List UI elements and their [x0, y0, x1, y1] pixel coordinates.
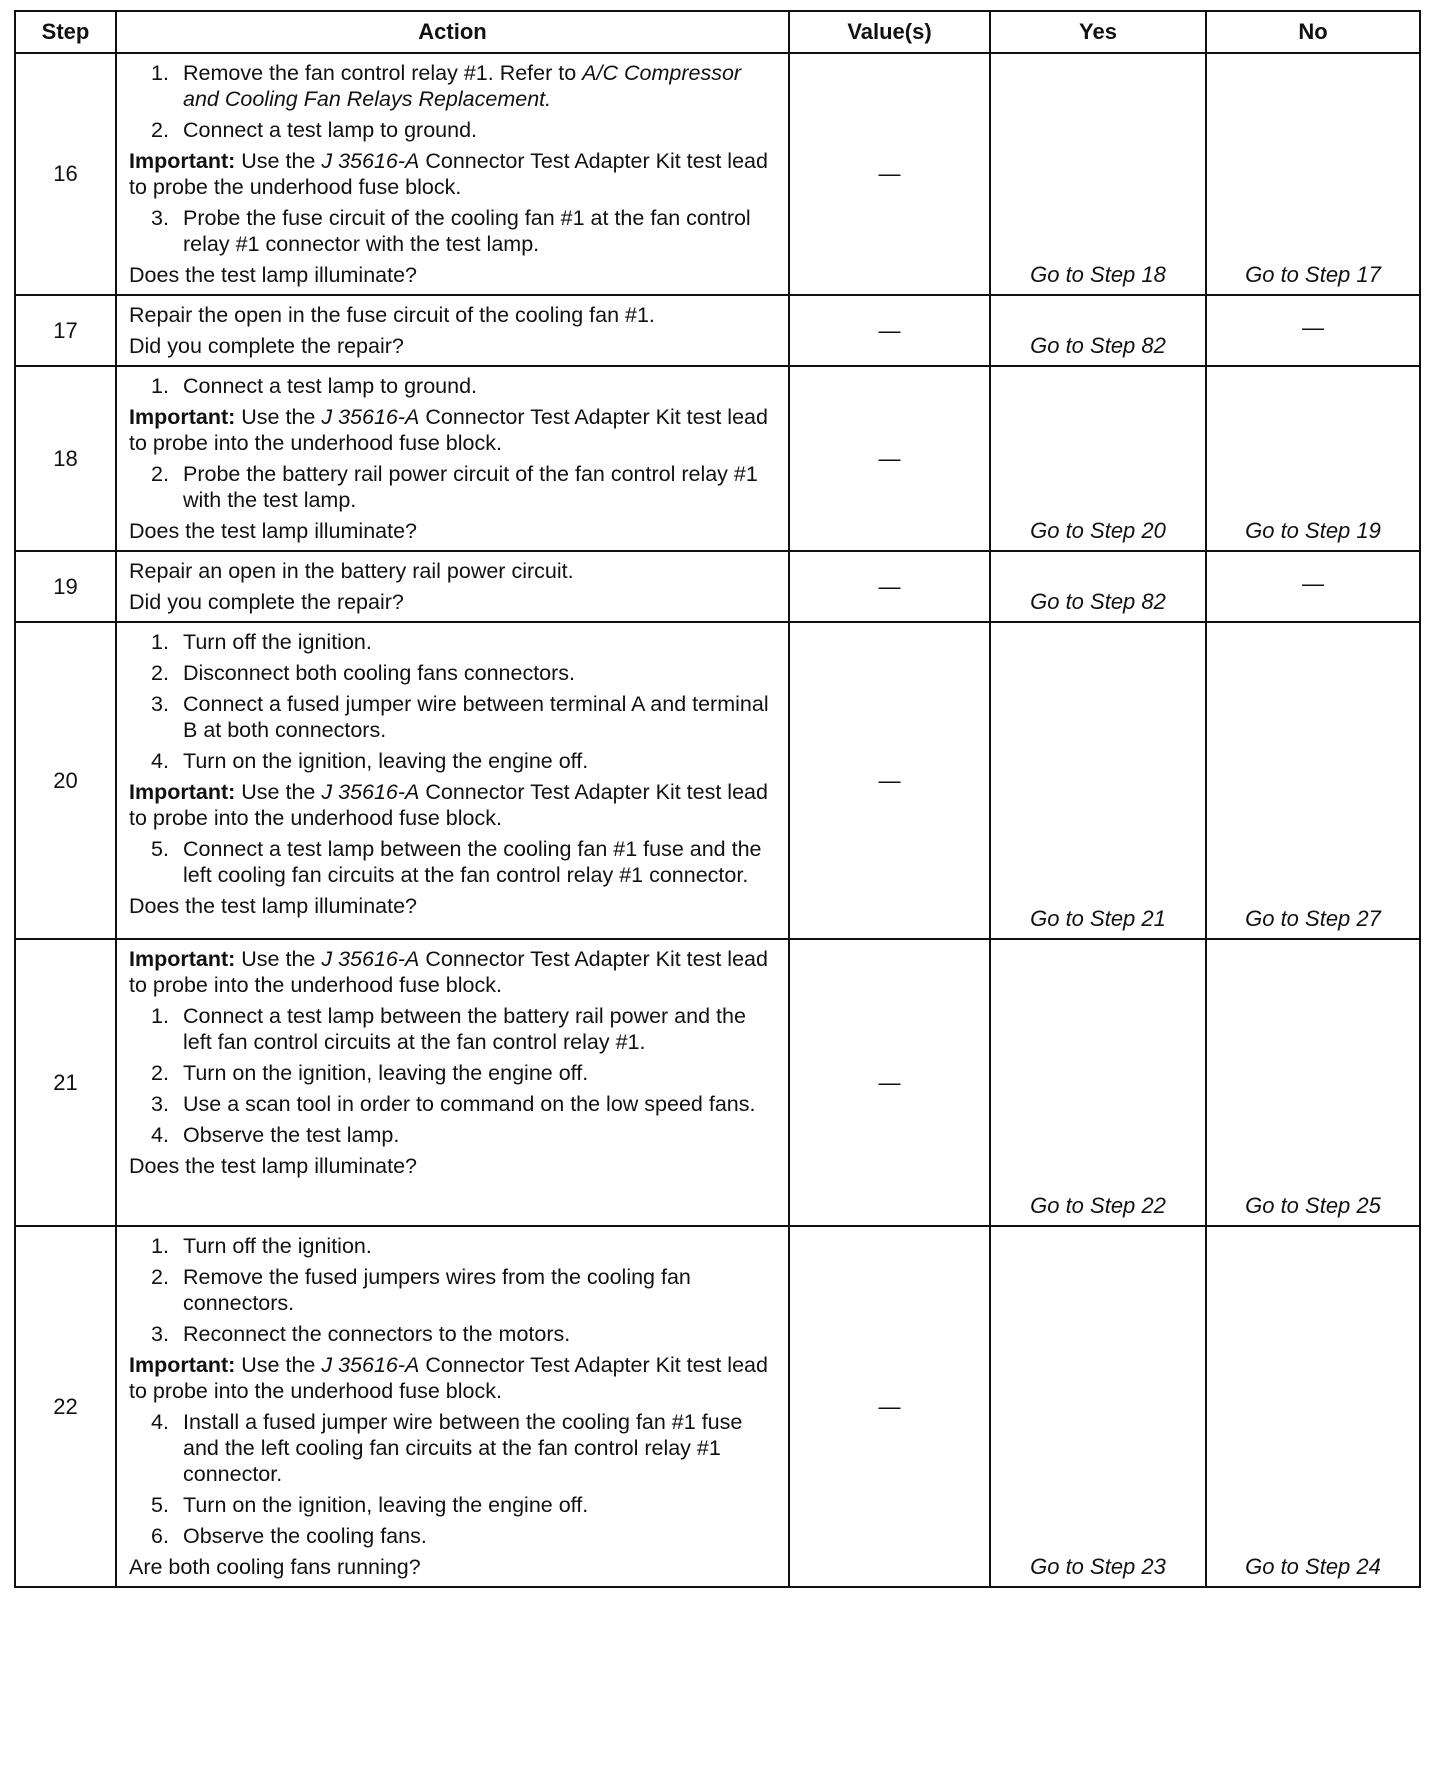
important-label: Important: [129, 780, 236, 804]
action-text: Did you complete the repair? [129, 590, 404, 614]
instruction-number: 4. [151, 749, 169, 773]
instruction-number: 2. [151, 1061, 169, 1085]
header-yes: Yes [990, 11, 1206, 53]
important-note [129, 946, 776, 998]
italic-reference: J 35616-A [321, 947, 420, 971]
value-cell: — [789, 295, 990, 366]
step-number: 16 [15, 53, 116, 295]
table-row [15, 1226, 1420, 1587]
important-label: Important: [129, 405, 236, 429]
no-goto: Go to Step 25 [1206, 939, 1420, 1226]
instruction-number: 4. [151, 1410, 169, 1434]
action-text: Repair the open in the fuse circuit of the cooling fan #1. [129, 303, 655, 327]
action-text: Remove the fan control relay #1. Refer to [183, 61, 583, 85]
instruction-number: 1. [151, 374, 169, 398]
action-text: Connector Test Adapter Kit test lead to probe into the underhood fuse block. [129, 405, 768, 455]
yes-goto: Go to Step 82 [990, 295, 1206, 366]
action-text: Disconnect both cooling fans connectors. [183, 661, 576, 685]
value-cell: — [789, 622, 990, 939]
instruction-text [183, 1523, 776, 1549]
action-text: Did you complete the repair? [129, 334, 404, 358]
numbered-instruction [129, 836, 776, 888]
action-text: Connect a test lamp to ground. [183, 118, 478, 142]
instruction-number: 2. [151, 1265, 169, 1289]
numbered-instruction [129, 205, 776, 257]
important-label: Important: [129, 1353, 236, 1377]
instruction-text [183, 1264, 776, 1316]
action-text: Turn on the ignition, leaving the engine off. [183, 749, 589, 773]
header-step: Step [15, 11, 116, 53]
numbered-instruction [129, 461, 776, 513]
step-number: 18 [15, 366, 116, 551]
instruction-number: 1. [151, 61, 169, 85]
important-label: Important: [129, 947, 236, 971]
action-question [129, 893, 776, 919]
instruction-number: 1. [151, 1004, 169, 1028]
numbered-instruction [129, 1409, 776, 1487]
action-text: Turn on the ignition, leaving the engine off. [183, 1061, 589, 1085]
instruction-number: 5. [151, 1493, 169, 1517]
instruction-text [183, 836, 776, 888]
instruction-text [183, 1122, 776, 1148]
action-text: Use a scan tool in order to command on the low speed fans. [183, 1092, 756, 1116]
no-goto: Go to Step 27 [1206, 622, 1420, 939]
instruction-text [183, 1233, 776, 1259]
numbered-instruction [129, 373, 776, 399]
diagnostic-table [14, 10, 1421, 1588]
italic-reference: J 35616-A [321, 149, 420, 173]
instruction-text [183, 748, 776, 774]
value-cell: — [789, 1226, 990, 1587]
important-note [129, 779, 776, 831]
action-text: Does the test lamp illuminate? [129, 519, 418, 543]
action-text: Repair an open in the battery rail power circuit. [129, 559, 574, 583]
action-question [129, 1153, 776, 1179]
action-text: Connect a test lamp between the battery rail power and the left fan control circuits at the fan control relay #1. [183, 1004, 746, 1054]
action-cell [116, 939, 789, 1226]
instruction-text [183, 373, 776, 399]
no-goto: — [1206, 551, 1420, 622]
instruction-text [183, 60, 776, 112]
instruction-text [183, 1492, 776, 1518]
action-question [129, 262, 776, 288]
action-text: Observe the test lamp. [183, 1123, 400, 1147]
instruction-number: 4. [151, 1123, 169, 1147]
step-number: 21 [15, 939, 116, 1226]
action-text: Use the [235, 405, 322, 429]
numbered-instruction [129, 1233, 776, 1259]
important-note [129, 404, 776, 456]
table-row [15, 622, 1420, 939]
header-row [15, 11, 1420, 53]
instruction-text [183, 660, 776, 686]
instruction-number: 2. [151, 462, 169, 486]
important-note [129, 148, 776, 200]
action-text: Remove the fused jumpers wires from the cooling fan connectors. [183, 1265, 691, 1315]
yes-goto: Go to Step 82 [990, 551, 1206, 622]
italic-reference: J 35616-A [321, 405, 420, 429]
header-action: Action [116, 11, 789, 53]
instruction-number: 2. [151, 118, 169, 142]
action-question [129, 518, 776, 544]
important-note [129, 1352, 776, 1404]
important-label: Important: [129, 149, 236, 173]
instruction-text [183, 629, 776, 655]
action-question [129, 302, 776, 328]
instruction-number: 5. [151, 837, 169, 861]
no-goto: Go to Step 17 [1206, 53, 1420, 295]
table-row [15, 551, 1420, 622]
numbered-instruction [129, 60, 776, 112]
instruction-text [183, 205, 776, 257]
action-cell [116, 622, 789, 939]
italic-reference: J 35616-A [321, 780, 420, 804]
instruction-text [183, 1321, 776, 1347]
action-question [129, 1554, 776, 1580]
action-text: Probe the battery rail power circuit of the fan control relay #1 with the test lamp. [183, 462, 758, 512]
numbered-instruction [129, 660, 776, 686]
action-text: Turn off the ignition. [183, 630, 372, 654]
value-cell: — [789, 939, 990, 1226]
instruction-text [183, 1003, 776, 1055]
numbered-instruction [129, 1264, 776, 1316]
table-row [15, 295, 1420, 366]
action-text: Are both cooling fans running? [129, 1555, 421, 1579]
no-goto: Go to Step 24 [1206, 1226, 1420, 1587]
action-cell [116, 53, 789, 295]
instruction-number: 3. [151, 1322, 169, 1346]
instruction-text [183, 691, 776, 743]
action-text: Use the [235, 947, 322, 971]
table-row [15, 366, 1420, 551]
numbered-instruction [129, 1091, 776, 1117]
numbered-instruction [129, 691, 776, 743]
no-goto: Go to Step 19 [1206, 366, 1420, 551]
numbered-instruction [129, 629, 776, 655]
numbered-instruction [129, 1523, 776, 1549]
action-text: Connector Test Adapter Kit test lead to probe into the underhood fuse block. [129, 1353, 768, 1403]
instruction-number: 3. [151, 206, 169, 230]
step-number: 22 [15, 1226, 116, 1587]
action-text: Reconnect the connectors to the motors. [183, 1322, 571, 1346]
yes-goto: Go to Step 22 [990, 939, 1206, 1226]
yes-goto: Go to Step 20 [990, 366, 1206, 551]
action-text: Observe the cooling fans. [183, 1524, 427, 1548]
action-text: Connector Test Adapter Kit test lead to probe into the underhood fuse block. [129, 780, 768, 830]
numbered-instruction [129, 1321, 776, 1347]
italic-reference: A/C Compressor and Cooling Fan Relays Replacement. [183, 61, 742, 111]
instruction-text [183, 1091, 776, 1117]
value-cell: — [789, 366, 990, 551]
action-text: Does the test lamp illuminate? [129, 263, 418, 287]
header-no: No [1206, 11, 1420, 53]
action-text: Turn off the ignition. [183, 1234, 372, 1258]
action-text: Probe the fuse circuit of the cooling fan #1 at the fan control relay #1 connector with the test lamp. [183, 206, 751, 256]
instruction-text [183, 117, 776, 143]
yes-goto: Go to Step 21 [990, 622, 1206, 939]
instruction-number: 1. [151, 630, 169, 654]
action-text: Use the [235, 1353, 322, 1377]
action-text: Connect a test lamp between the cooling fan #1 fuse and the left cooling fan circuits at the fan control relay #1 connector. [183, 837, 762, 887]
action-text: Install a fused jumper wire between the cooling fan #1 fuse and the left cooling fan circuits at the fan control relay #1 connector. [183, 1410, 743, 1486]
action-question [129, 333, 776, 359]
numbered-instruction [129, 748, 776, 774]
instruction-number: 6. [151, 1524, 169, 1548]
action-text: Connector Test Adapter Kit test lead to probe into the underhood fuse block. [129, 947, 768, 997]
instruction-number: 2. [151, 661, 169, 685]
action-text: Use the [235, 149, 322, 173]
header-values: Value(s) [789, 11, 990, 53]
table-body [15, 53, 1420, 1587]
italic-reference: J 35616-A [321, 1353, 420, 1377]
table-row [15, 53, 1420, 295]
no-goto: — [1206, 295, 1420, 366]
table-row [15, 939, 1420, 1226]
action-cell [116, 1226, 789, 1587]
instruction-number: 3. [151, 1092, 169, 1116]
action-text: Does the test lamp illuminate? [129, 894, 418, 918]
yes-goto: Go to Step 18 [990, 53, 1206, 295]
instruction-text [183, 461, 776, 513]
numbered-instruction [129, 1060, 776, 1086]
numbered-instruction [129, 1492, 776, 1518]
value-cell: — [789, 551, 990, 622]
action-text: Connect a test lamp to ground. [183, 374, 478, 398]
step-number: 17 [15, 295, 116, 366]
numbered-instruction [129, 1003, 776, 1055]
numbered-instruction [129, 1122, 776, 1148]
action-cell [116, 295, 789, 366]
step-number: 20 [15, 622, 116, 939]
action-question [129, 558, 776, 584]
instruction-text [183, 1060, 776, 1086]
action-text: Connect a fused jumper wire between terminal A and terminal B at both connectors. [183, 692, 769, 742]
step-number: 19 [15, 551, 116, 622]
yes-goto: Go to Step 23 [990, 1226, 1206, 1587]
action-text: Connector Test Adapter Kit test lead to probe the underhood fuse block. [129, 149, 768, 199]
instruction-text [183, 1409, 776, 1487]
instruction-number: 1. [151, 1234, 169, 1258]
value-cell: — [789, 53, 990, 295]
numbered-instruction [129, 117, 776, 143]
action-text: Turn on the ignition, leaving the engine off. [183, 1493, 589, 1517]
instruction-number: 3. [151, 692, 169, 716]
action-text: Does the test lamp illuminate? [129, 1154, 418, 1178]
action-question [129, 589, 776, 615]
action-cell [116, 551, 789, 622]
action-text: Use the [235, 780, 322, 804]
action-cell [116, 366, 789, 551]
